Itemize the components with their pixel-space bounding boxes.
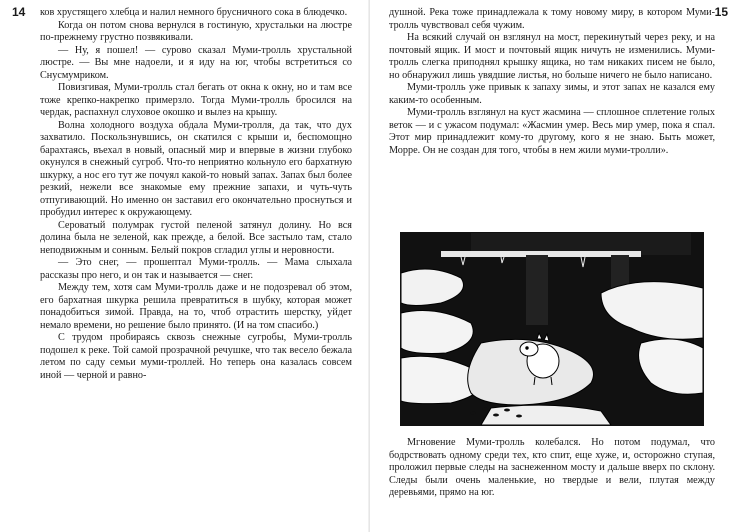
paragraph: На всякий случай он взглянул на мост, перекинутый через реку, и на почтовый ящик. И мост и почтовый ящик ничуть не изменились. Муми-тролль слегка приподнял крышку ящика, но там никаких писем не было, но обнаружил лишь увядшие листья, но больше ничего не было написано. xyxy=(389,32,715,81)
paragraph: Повизгивая, Муми-тролль стал бегать от окна к окну, но и там все тоже крепко-накрепко примерзло. Тогда Муми-тролль бросился на чердак, распахнул слуховое окошко и вылез на крышу. xyxy=(40,82,352,118)
illustration-winter-river xyxy=(400,232,704,426)
paragraph: — Это снег, — прошептал Муми-тролль. — Мама слыхала рассказы про него, и он так и называется — снег. xyxy=(40,257,352,281)
paragraph: Волна холодного воздуха обдала Муми-тролля, да так, что дух захватило. Поскользнувшись, он скатился с крыши и, беспомощно барахтаясь, въехал в новый, опасный мир и впервые в жизни глубоко окунулся в снежный сугроб. Что-то неприятно кольнуло его бархатную шкурку, а нос его тут же почуял какой-то новый запах. Запах был более резкий, нежели все знакомые ему прежние запахи, и чуть-чуть отпугивающий. Но именно он заставил его окончательно проснуться и пробудил интерес к окружающему. xyxy=(40,119,352,218)
paragraph: Муми-тролль уже привык к запаху зимы, и этот запах не казался ему каким-то особенным. xyxy=(389,82,715,106)
paragraph: — Ну, я пошел! — сурово сказал Муми-тролль хрустальной люстре. — Вы мне надоели, и я иду на юг, чтобы встретиться со Снусмумриком. xyxy=(40,44,352,81)
paragraph: Мгновение Муми-тролль колебался. Но потом подумал, что бодрствовать одному среди тех, кто спит, еще хуже, и, осторожно ступая, проложил первые следы на заснеженном мосту и дальше вверх по склону. Следы были очень маленькие, но твердые и вели, плутая между деревьями, прямо на юг. xyxy=(389,437,715,498)
right-page xyxy=(370,0,740,532)
right-text-column xyxy=(389,7,715,157)
page-number-right: 15 xyxy=(714,5,728,19)
page-number-left: 14 xyxy=(12,5,26,19)
paragraph: Когда он потом снова вернулся в гостиную, хрустальки на люстре по-прежнему грустно позвякивали. xyxy=(40,19,352,43)
bottom-text xyxy=(389,437,715,500)
paragraph: Сероватый полумрак густой пеленой затянул долину. Но вся долина была не зеленой, как прежде, а белой. Все застыло там, стало неподвижным и сонным. Белый покров сгладил углы и неровности. xyxy=(40,219,352,256)
paragraph: душной. Река тоже принадлежала к тому новому миру, в котором Муми-тролль чувствовал себя чужим. xyxy=(389,7,715,31)
paragraph: Муми-тролль взглянул на куст жасмина — сплошное сплетение голых веток — и с ужасом подумал: «Жасмин умер. Весь мир умер, пока я спал. Этот мир принадлежит кому-то другому, кого я не знаю. Быть может, Морре. Он не создан для того, чтобы в нем жили муми-тролли». xyxy=(389,107,715,156)
winter-scene-drawing xyxy=(401,233,703,425)
paragraph: ков хрустящего хлебца и налил немного брусничного сока в блюдечко. xyxy=(40,7,348,18)
paragraph: С трудом пробираясь сквозь снежные сугробы, Муми-тролль подошел к реке. Той самой прозрачной речушке, что так весело бежала летом по саду семьи муми-троллей. Но теперь она казалась совсем иной — черной и равно- xyxy=(40,332,352,381)
paragraph: Между тем, хотя сам Муми-тролль даже и не подозревал об этом, его бархатная шкурка решила превратиться в шубку, которая может понадобиться зимой. Правда, на то, чтоб отрастить шерстку, уйдет немало времени, но решение было принято. (И на том спасибо.) xyxy=(40,282,352,331)
left-text-column xyxy=(40,7,352,382)
